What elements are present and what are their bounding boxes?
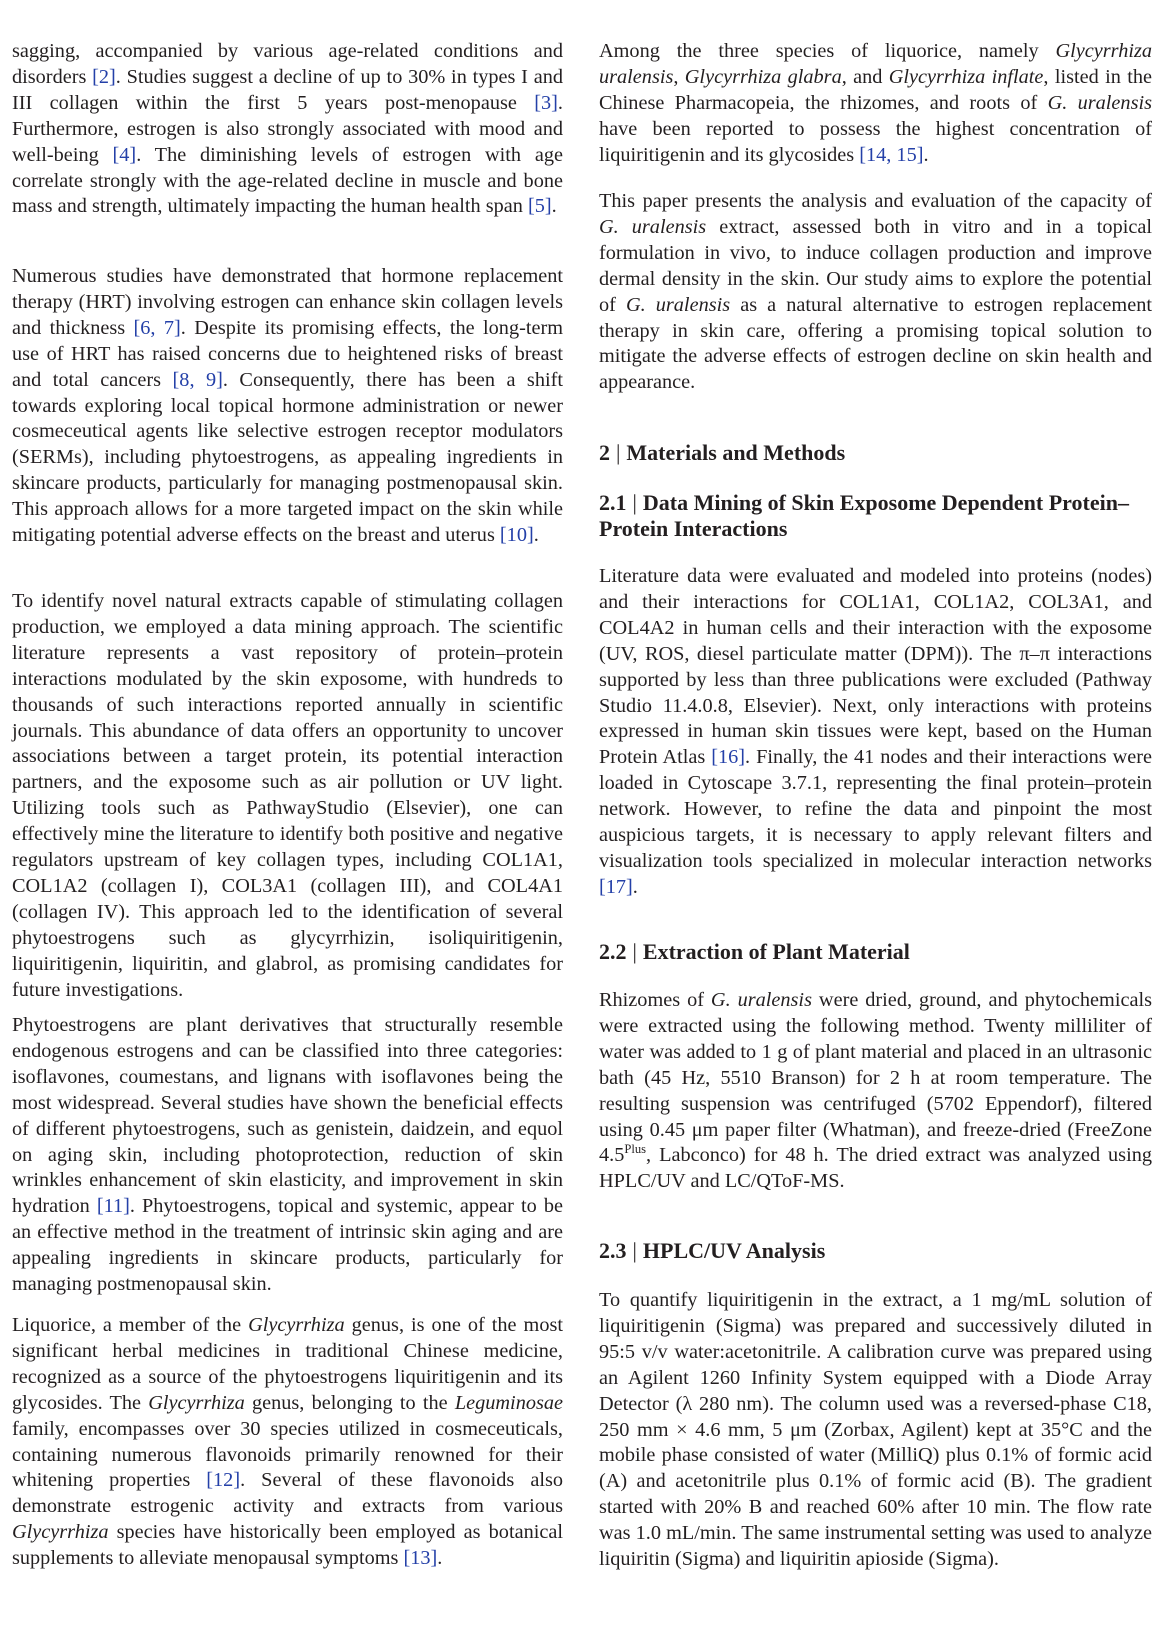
text-run: family, encompasses over 30 species utilized in cosmeceuticals, containing numerous flavonoids primarily renowned for their whitening properties (12, 1417, 563, 1492)
citation-link[interactable]: [6, 7] (133, 316, 181, 339)
italic-term: Glycyrrhiza (148, 1391, 245, 1414)
citation-link[interactable]: [14, 15] (859, 143, 924, 166)
text-run: Rhizomes of (599, 989, 711, 1011)
citation-link[interactable]: [4] (112, 143, 137, 166)
section-number: 2.1 (599, 490, 627, 515)
section-number: 2 (599, 440, 610, 465)
text-run: . The diminishing levels of estrogen with age correlate strongly with the age-related decline in muscle and bone mass and strength, ultimately impacting the human health span (12, 143, 563, 218)
text-run: . Several of these flavonoids also demonstrate estrogenic activity and extracts from various (12, 1469, 563, 1518)
text-run: Liquorice, a member of the (12, 1314, 249, 1336)
paragraph (599, 39, 1152, 169)
paragraph (599, 988, 1152, 1195)
text-run: extract, assessed both in vitro and in a topical formulation in vivo, to induce collagen production and improve dermal density in the skin. Our study aims to explore the potential of (599, 215, 1152, 316)
text-run: . Furthermore, estrogen is also strongly associated with mood and well-being (12, 91, 563, 166)
citation-link[interactable]: [16] (711, 746, 746, 769)
section-separator: | (632, 490, 637, 515)
paragraph (12, 589, 563, 1004)
italic-term: Leguminosae (454, 1391, 564, 1414)
section-title: HPLC/UV Analysis (642, 1238, 826, 1263)
paragraph (599, 189, 1152, 396)
text-run: , Labconco) for 48 h. The dried extract was analyzed using HPLC/UV and LC/QToF-MS. (599, 1144, 1152, 1193)
text-run: . (551, 195, 557, 218)
subsection-heading (599, 1238, 1152, 1264)
italic-term: Glycyrrhiza uralensis (599, 40, 1152, 88)
text-run: as a natural alternative to estrogen replacement therapy in skin care, offering a promising topical solution to mitigate the adverse effects of estrogen decline on skin health and appearance. (599, 293, 1152, 394)
paragraph (599, 564, 1152, 901)
subsection-heading (599, 939, 1152, 965)
section-title: Data Mining of Skin Exposome Dependent Protein–Protein Interactions (599, 490, 1129, 541)
text-run: genus, belonging to the (244, 1391, 455, 1414)
citation-link[interactable]: [3] (534, 91, 558, 114)
section-title: Materials and Methods (626, 440, 846, 465)
citation-link[interactable]: [5] (527, 195, 552, 218)
text-run: species have historically been employed as botanical supplements to alleviate menopausal symptoms (12, 1521, 563, 1570)
text-run: genus, is one of the most significant herbal medicines in traditional Chinese medicine, recognized as a source of the phytoestrogens liquiritigenin and its glycosides. The (12, 1314, 563, 1414)
paragraph (599, 1288, 1152, 1573)
text-run: , (673, 65, 685, 88)
section-number: 2.3 (599, 1238, 627, 1263)
italic-term: Glycyrrhiza (248, 1314, 345, 1336)
text-run: Phytoestrogens are plant derivatives that structurally resemble endogenous estrogens and can be classified into three categories: isoflavones, coumestans, and lignans with isoflavones being the most widespread. Several studies have shown the beneficial effects of different phytoestrogens, such as genistein, daidzein, and equol on aging skin, including photoprotection, reduction of skin wrinkles enhancement of skin elasticity, and improvement in skin hydration (12, 1014, 563, 1218)
text-run: , listed in the Chinese Pharmacopeia, the rhizomes, and roots of (599, 65, 1152, 114)
italic-term: G. uralensis (1047, 91, 1152, 114)
text-run: . (632, 875, 638, 898)
citation-link[interactable]: [8, 9] (172, 368, 223, 391)
italic-term: G. uralensis (625, 293, 731, 316)
text-run: were dried, ground, and phytochemicals were extracted using the following method. Twenty milliliter of water was added to 1 g of plant material and placed in an ultrasonic bath (45 Hz, 5510 Branson) for 2 h at room temperature. The resulting suspension was centrifuged (5702 Eppendorf), filtered using 0.45 μm paper filter (Whatman), and freeze-dried (FreeZone 4.5 (599, 989, 1152, 1167)
paragraph (12, 1013, 563, 1298)
text-run: . Consequently, there has been a shift towards exploring local topical hormone administration or newer cosmeceutical agents like selective estrogen receptor modulators (SERMs), including phytoestrogens, as appealing ingredients in skincare products, particularly for managing postmenopausal skin. This approach allows for a more targeted impact on the skin while mitigating potential adverse effects on the breast and uterus (12, 368, 563, 547)
text-run: , and (841, 65, 889, 88)
italic-term: Glycyrrhiza (12, 1521, 109, 1544)
italic-term: Glycyrrhiza inflate (888, 65, 1044, 88)
section-separator: | (632, 939, 637, 964)
citation-link[interactable]: [2] (92, 65, 116, 88)
text-run: sagging, accompanied by various age-related conditions and disorders (12, 40, 563, 88)
text-run: . Despite its promising effects, the long-term use of HRT has raised concerns due to heightened risks of breast and total cancers (12, 316, 564, 391)
text-run: Among the three species of liquorice, namely (599, 40, 1056, 62)
text-run: This paper presents the analysis and evaluation of the capacity of (599, 190, 1152, 212)
text-run: To identify novel natural extracts capable of stimulating collagen production, we employed a data mining approach. The scientific literature represents a vast repository of protein–protein interactions modulated by the skin exposome, with hundreds to thousands of such interactions reported annually in scientific journals. This abundance of data offers an opportunity to uncover associations between a target protein, its potential interaction partners, and the exposome such as air pollution or UV light. Utilizing tools such as PathwayStudio (Elsevier), one can effectively mine the literature to identify both positive and negative regulators upstream of key collagen types, including COL1A1, COL1A2 (collagen I), COL3A1 (collagen III), and COL4A1 (collagen IV). This approach led to the identification of several phytoestrogens such as glycyrrhizin, isoliquiritigenin, liquiritigenin, liquiritin, and glabrol, as promising candidates for future investigations. (12, 590, 563, 1001)
text-run: . (923, 143, 929, 166)
citation-link[interactable]: [13] (403, 1547, 438, 1570)
citation-link[interactable]: [17] (599, 875, 633, 898)
paragraph (12, 39, 563, 220)
text-run: . Phytoestrogens, topical and systemic, appear to be an effective method in the treatment of intrinsic skin aging and are appealing ingredients in skincare products, particularly for managing postmenopausal skin. (12, 1195, 563, 1296)
section-separator: | (632, 1238, 637, 1263)
text-run: . Finally, the 41 nodes and their interactions were loaded in Cytoscape 3.7.1, representing the final protein–protein network. However, to refine the data and pinpoint the most auspicious targets, it is necessary to apply relevant filters and visualization tools specialized in molecular interaction networks (599, 746, 1152, 872)
section-heading (599, 440, 1152, 466)
superscript: Plus (624, 1142, 647, 1157)
subsection-heading (599, 490, 1152, 542)
text-run: have been reported to possess the highest concentration of liquiritigenin and its glycosides (599, 117, 1152, 166)
italic-term: G. uralensis (710, 989, 812, 1011)
italic-term: Glycyrrhiza glabra (684, 65, 842, 88)
text-run: . (533, 524, 539, 547)
italic-term: G. uralensis (599, 215, 707, 238)
citation-link[interactable]: [11] (96, 1195, 130, 1218)
paragraph (12, 264, 563, 549)
citation-link[interactable]: [10] (499, 524, 534, 547)
citation-link[interactable]: [12] (206, 1469, 241, 1492)
section-separator: | (616, 440, 621, 465)
text-run: To quantify liquiritigenin in the extract, a 1 mg/mL solution of liquiritigenin (Sigma) was prepared and successively diluted in 95:5 v/v water:acetonitrile. A calibration curve was prepared using an Agilent 1260 Infinity System equipped with a Diode Array Detector (λ 280 nm). The column used was a reversed-phase C18, 250 mm × 4.6 mm, 5 μm (Zorbax, Agilent) kept at 35°C and the mobile phase consisted of water (MilliQ) plus 0.1% of formic acid (A) and acetonitrile plus 0.1% of formic acid (B). The gradient started with 20% B and reached 60% after 10 min. The flow rate was 1.0 mL/min. The same instrumental setting was used to analyze liquiritin (Sigma) and liquiritin apioside (Sigma). (599, 1289, 1152, 1571)
paragraph (12, 1313, 563, 1572)
text-run: Literature data were evaluated and modeled into proteins (nodes) and their interactions for COL1A1, COL1A2, COL3A1, and COL4A2 in human cells and their interaction with the exposome (UV, ROS, diesel particulate matter (DPM)). The π–π interactions supported by less than three publications were excluded (Pathway Studio 11.4.0.8, Elsevier). Next, only interactions with proteins expressed in human skin tissues were kept, based on the Human Protein Atlas (599, 565, 1152, 769)
text-run: . (437, 1547, 443, 1570)
text-run: . Studies suggest a decline of up to 30% in types I and III collagen within the first 5 years post-menopause (12, 65, 563, 114)
text-run: Numerous studies have demonstrated that hormone replacement therapy (HRT) involving estrogen can enhance skin collagen levels and thickness (12, 265, 563, 339)
section-title: Extraction of Plant Material (642, 939, 910, 964)
section-number: 2.2 (599, 939, 627, 964)
